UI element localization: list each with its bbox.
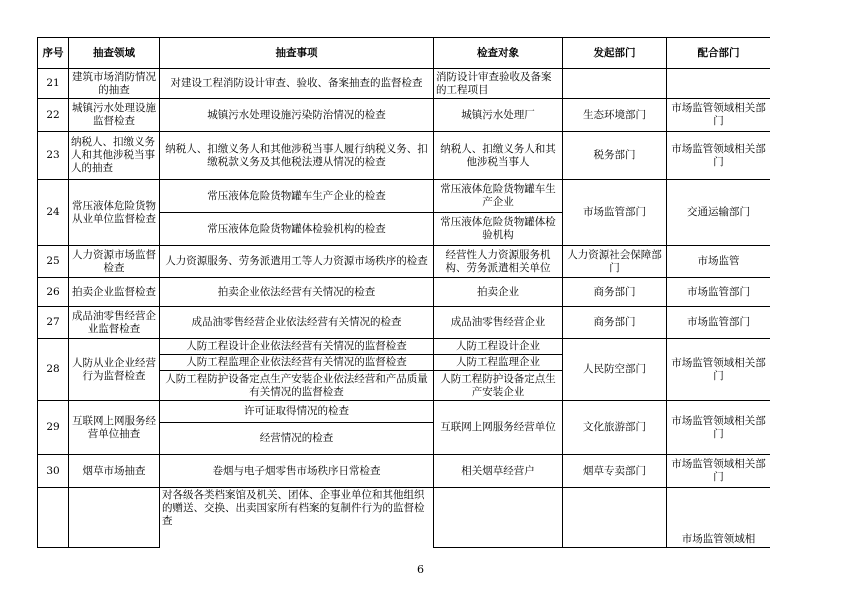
cell-no: 24	[38, 180, 69, 246]
header-no: 序号	[38, 38, 69, 69]
cell-field: 人力资源市场监督检查	[69, 246, 160, 278]
header-target: 检查对象	[434, 38, 563, 69]
cell-item: 常压液体危险货物罐体检验机构的检查	[160, 213, 434, 246]
table-row	[38, 278, 771, 307]
cell-item: 成品油零售经营企业依法经营有关情况的检查	[160, 307, 434, 339]
cell-no: 27	[38, 307, 69, 339]
cell-coop: 市场监管领域相	[667, 488, 771, 548]
cell-field: 建筑市场消防情况的抽查	[69, 69, 160, 99]
cell-item: 人力资源服务、劳务派遣用工等人力资源市场秩序的检查	[160, 246, 434, 278]
cell-coop: 市场监管	[667, 246, 771, 278]
cell-coop: 市场监管部门	[667, 278, 771, 307]
cell-coop: 交通运输部门	[667, 180, 771, 246]
cell-item: 许可证取得情况的检查	[160, 401, 434, 423]
table-row	[38, 339, 771, 355]
cell-target: 纳税人、扣缴义务人和其他涉税当事人	[434, 132, 563, 180]
table-row	[38, 132, 771, 180]
cell-org: 人民防空部门	[563, 339, 667, 401]
cell-no: 28	[38, 339, 69, 401]
cell-org: 商务部门	[563, 278, 667, 307]
cell-field: 人防从业企业经营行为监督检查	[69, 339, 160, 401]
cell-item: 常压液体危险货物罐车生产企业的检查	[160, 180, 434, 213]
cell-org	[563, 69, 667, 99]
cell-target: 成品油零售经营企业	[434, 307, 563, 339]
cell-org: 生态环境部门	[563, 99, 667, 132]
cell-no: 21	[38, 69, 69, 99]
cell-field	[69, 488, 160, 548]
cell-org: 商务部门	[563, 307, 667, 339]
cell-field: 纳税人、扣缴义务人和其他涉税当事人的抽查	[69, 132, 160, 180]
cell-field: 互联网上网服务经营单位抽查	[69, 401, 160, 455]
cell-target: 人防工程监理企业	[434, 355, 563, 371]
cell-coop: 市场监管领域相关部门	[667, 455, 771, 488]
cell-field: 常压液体危险货物从业单位监督检查	[69, 180, 160, 246]
cell-no: 30	[38, 455, 69, 488]
inspection-table	[37, 37, 770, 548]
cell-item: 对建设工程消防设计审查、验收、备案抽查的监督检查	[160, 69, 434, 99]
cell-no: 26	[38, 278, 69, 307]
cell-coop: 市场监管部门	[667, 307, 771, 339]
cell-target: 拍卖企业	[434, 278, 563, 307]
cell-item: 人防工程防护设备定点生产安装企业依法经营和产品质量有关情况的监督检查	[160, 371, 434, 401]
table-row	[38, 99, 771, 132]
cell-coop: 市场监管领域相关部门	[667, 99, 771, 132]
cell-target: 经营性人力资源服务机构、劳务派遣相关单位	[434, 246, 563, 278]
cell-org: 烟草专卖部门	[563, 455, 667, 488]
cell-no: 23	[38, 132, 69, 180]
table-row	[38, 246, 771, 278]
table-row	[38, 180, 771, 213]
cell-item: 卷烟与电子烟零售市场秩序日常检查	[160, 455, 434, 488]
cell-field: 拍卖企业监督检查	[69, 278, 160, 307]
cell-target: 相关烟草经营户	[434, 455, 563, 488]
cell-coop: 市场监管领域相关部门	[667, 339, 771, 401]
cell-item: 城镇污水处理设施污染防治情况的检查	[160, 99, 434, 132]
inspection-table-container	[37, 37, 770, 557]
cell-org: 文化旅游部门	[563, 401, 667, 455]
cell-coop	[667, 69, 771, 99]
cell-org: 市场监管部门	[563, 180, 667, 246]
table-row	[38, 488, 771, 548]
cell-target: 城镇污水处理厂	[434, 99, 563, 132]
cell-target: 人防工程设计企业	[434, 339, 563, 355]
header-field: 抽查领域	[69, 38, 160, 69]
header-org: 发起部门	[563, 38, 667, 69]
cell-target: 常压液体危险货物罐体检验机构	[434, 213, 563, 246]
table-row	[38, 401, 771, 423]
table-row	[38, 455, 771, 488]
cell-item: 人防工程监理企业依法经营有关情况的监督检查	[160, 355, 434, 371]
cell-target: 人防工程防护设备定点生产安装企业	[434, 371, 563, 401]
cell-item: 经营情况的检查	[160, 423, 434, 455]
cell-org: 人力资源社会保障部门	[563, 246, 667, 278]
cell-no: 29	[38, 401, 69, 455]
table-row	[38, 307, 771, 339]
cell-coop: 市场监管领域相关部门	[667, 401, 771, 455]
cell-item: 对各级各类档案馆及机关、团体、企事业单位和其他组织的赠送、交换、出卖国家所有档案的复制件行为的监督检查	[160, 488, 434, 548]
cell-target: 消防设计审查验收及备案的工程项目	[434, 69, 563, 99]
cell-target: 互联网上网服务经营单位	[434, 401, 563, 455]
cell-item: 拍卖企业依法经营有关情况的检查	[160, 278, 434, 307]
page-number: 6	[417, 563, 424, 576]
cell-field: 成品油零售经营企业监督检查	[69, 307, 160, 339]
cell-no	[38, 488, 69, 548]
cell-no: 25	[38, 246, 69, 278]
cell-target: 常压液体危险货物罐车生产企业	[434, 180, 563, 213]
cell-org	[563, 488, 667, 548]
cell-org: 税务部门	[563, 132, 667, 180]
cell-field: 烟草市场抽查	[69, 455, 160, 488]
table-row	[38, 69, 771, 99]
cell-target	[434, 488, 563, 548]
cell-no: 22	[38, 99, 69, 132]
header-row	[38, 38, 771, 69]
header-coop: 配合部门	[667, 38, 771, 69]
cell-item: 纳税人、扣缴义务人和其他涉税当事人履行纳税义务、扣缴税款义务及其他税法遵从情况的检查	[160, 132, 434, 180]
header-item: 抽查事项	[160, 38, 434, 69]
cell-field: 城镇污水处理设施监督检查	[69, 99, 160, 132]
cell-item: 人防工程设计企业依法经营有关情况的监督检查	[160, 339, 434, 355]
cell-coop: 市场监管领域相关部门	[667, 132, 771, 180]
